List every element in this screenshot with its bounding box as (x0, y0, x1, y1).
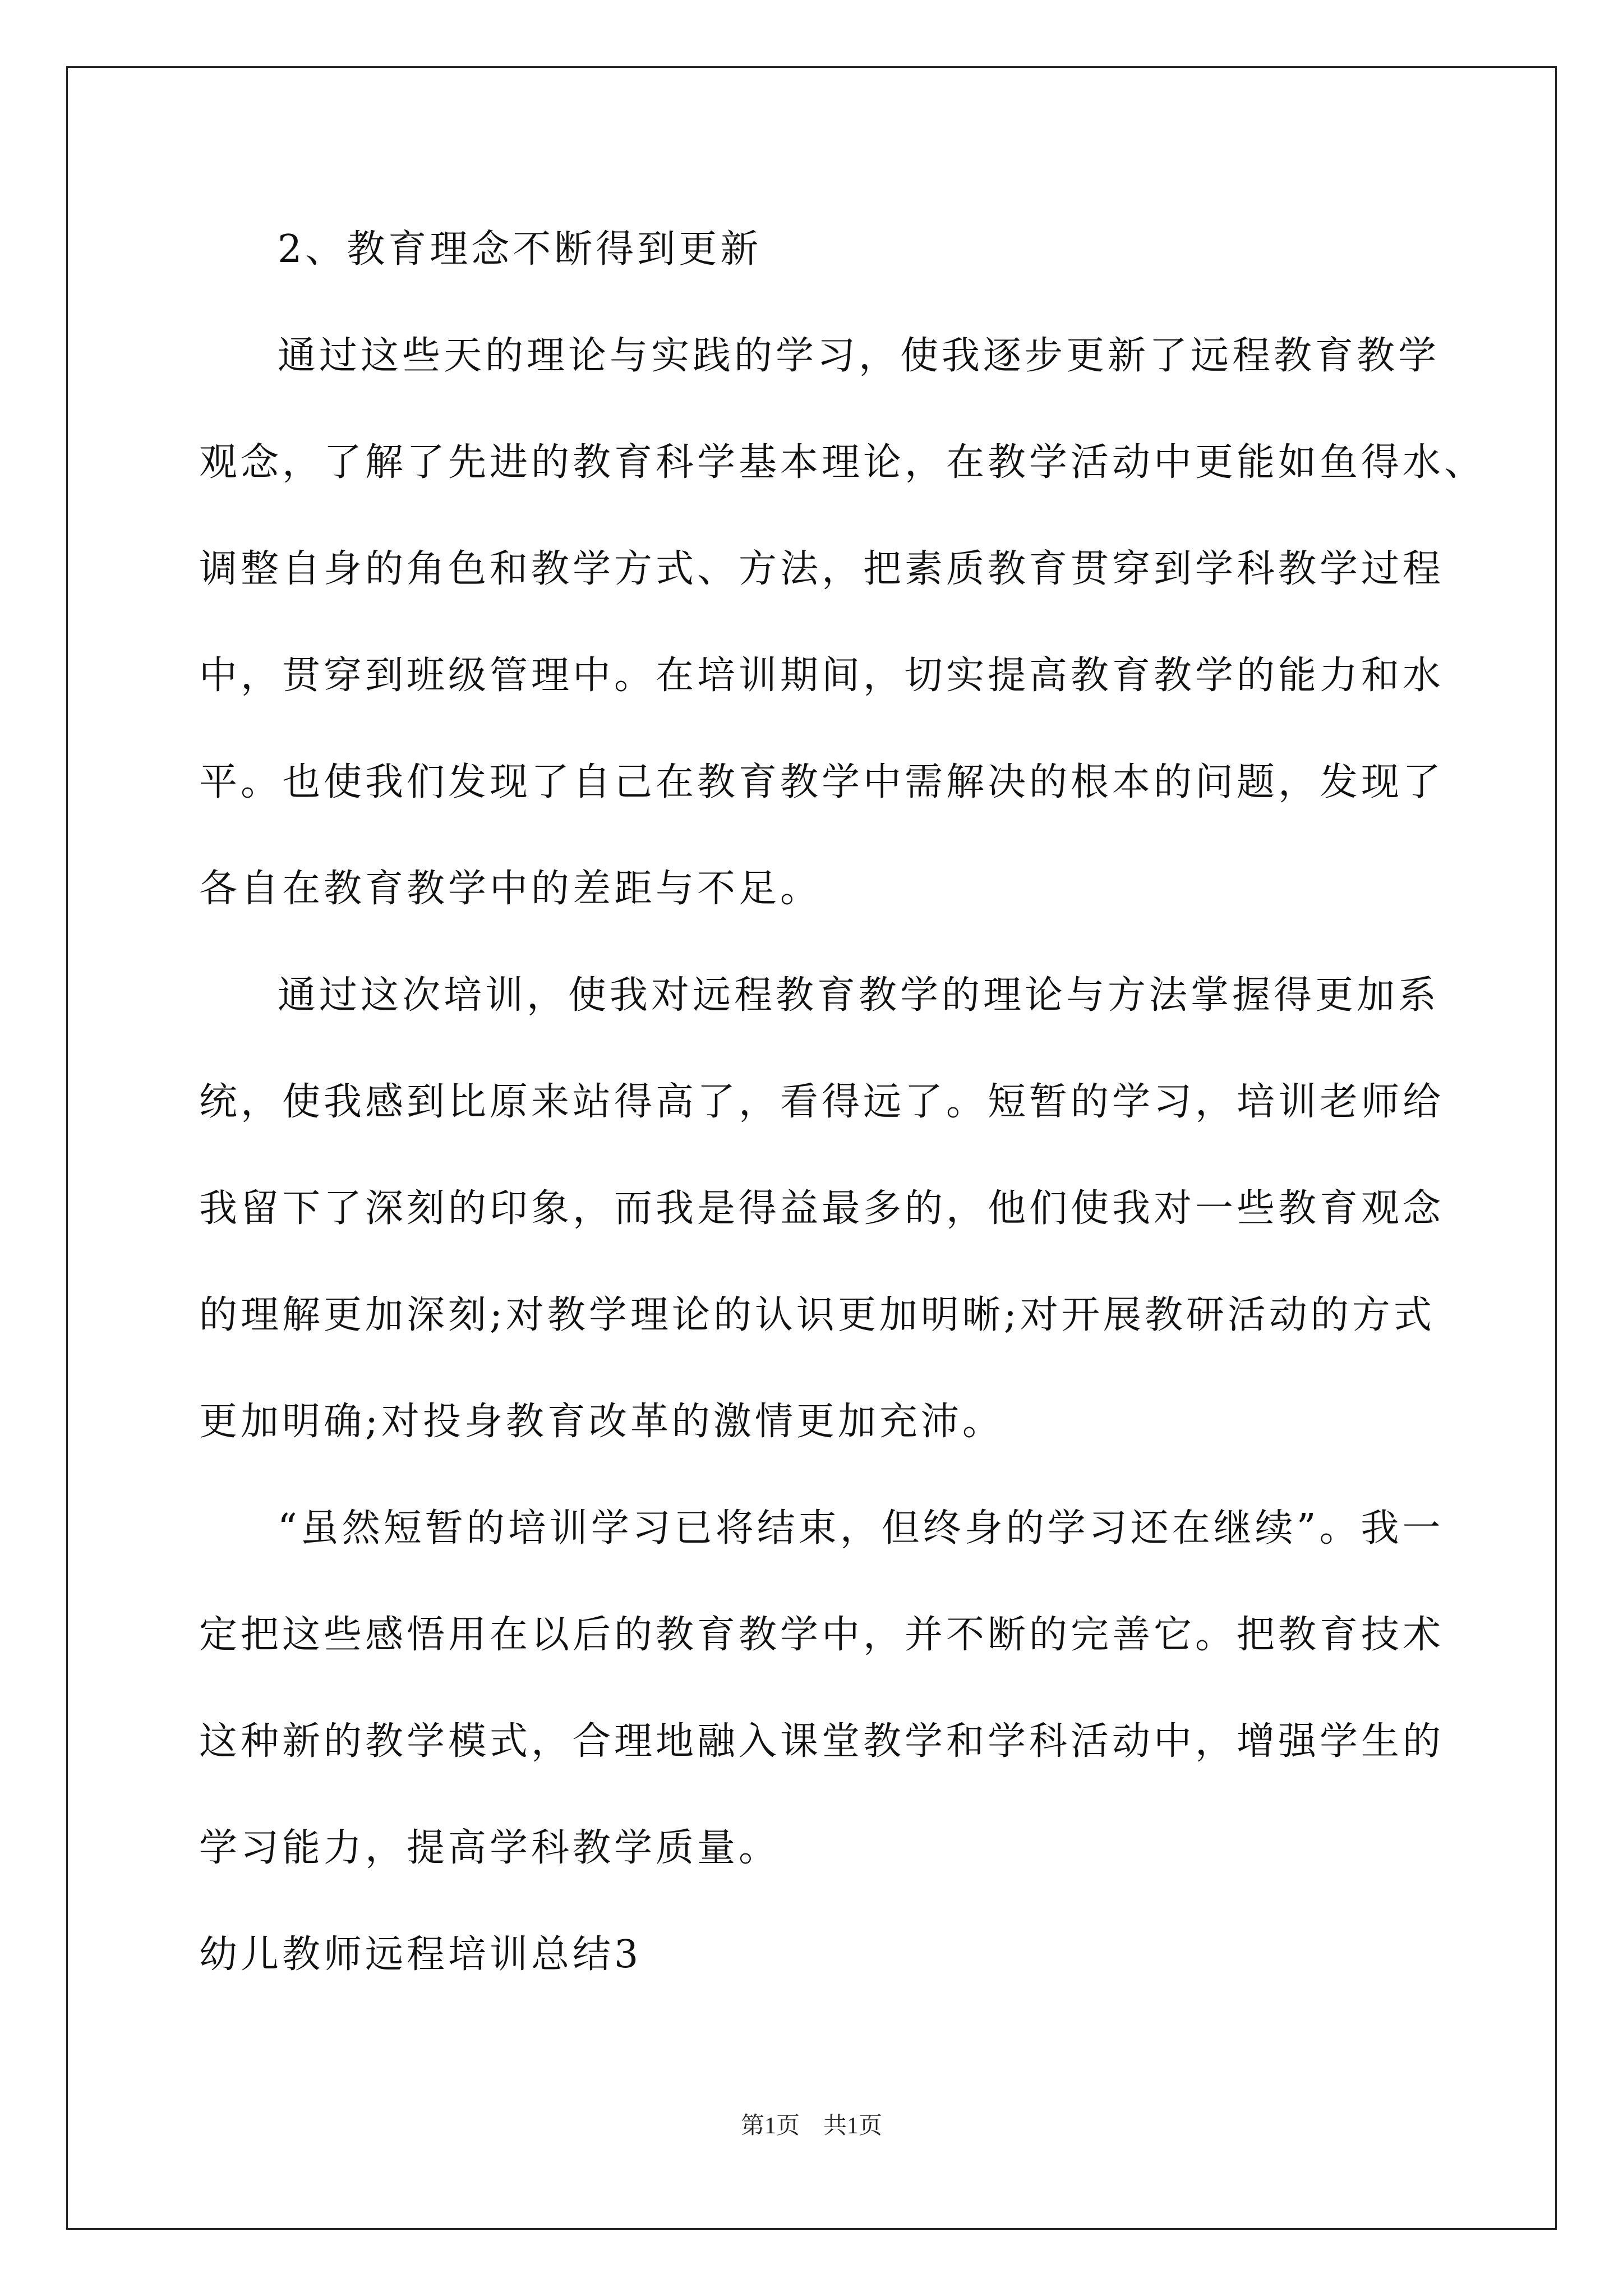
section-heading: 2、教育理念不断得到更新 (278, 227, 762, 272)
paragraph-line: 通过这次培训，使我对远程教育教学的理论与方法掌握得更加系 (278, 973, 1440, 1018)
paragraph-line: 我留下了深刻的印象，而我是得益最多的，他们使我对一些教育观念 (199, 1186, 1445, 1231)
section-title: 幼儿教师远程培训总结3 (199, 1932, 642, 1977)
paragraph-line: 观念，了解了先进的教育科学基本理论，在教学活动中更能如鱼得水、 (199, 440, 1486, 485)
paragraph-line: 各自在教育教学中的差距与不足。 (199, 867, 822, 911)
paragraph-line: 学习能力，提高学科教学质量。 (199, 1826, 781, 1870)
paragraph-line: 调整自身的角色和教学方式、方法，把素质教育贯穿到学科教学过程 (199, 547, 1445, 591)
paragraph-line: 更加明确;对投身教育改革的激情更加充沛。 (199, 1400, 1004, 1444)
page-number-footer: 第1页 共1页 (740, 2113, 882, 2139)
paragraph-line: 平。也使我们发现了自己在教育教学中需解决的根本的问题，发现了 (199, 760, 1445, 804)
paragraph-line: 统，使我感到比原来站得高了，看得远了。短暂的学习，培训老师给 (199, 1080, 1445, 1124)
paragraph-line: “虽然短暂的培训学习已将结束，但终身的学习还在继续”。我一 (278, 1506, 1444, 1550)
paragraph-line: 定把这些感悟用在以后的教育教学中，并不断的完善它。把教育技术 (199, 1613, 1445, 1657)
paragraph-line: 的理解更加深刻;对教学理论的认识更加明晰;对开展教研活动的方式 (199, 1293, 1435, 1337)
paragraph-line: 通过这些天的理论与实践的学习，使我逐步更新了远程教育教学 (278, 334, 1440, 378)
page-border (66, 66, 1557, 2230)
paragraph-line: 这种新的教学模式，合理地融入课堂教学和学科活动中，增强学生的 (199, 1719, 1445, 1764)
paragraph-line: 中，贯穿到班级管理中。在培训期间，切实提高教育教学的能力和水 (199, 654, 1445, 698)
